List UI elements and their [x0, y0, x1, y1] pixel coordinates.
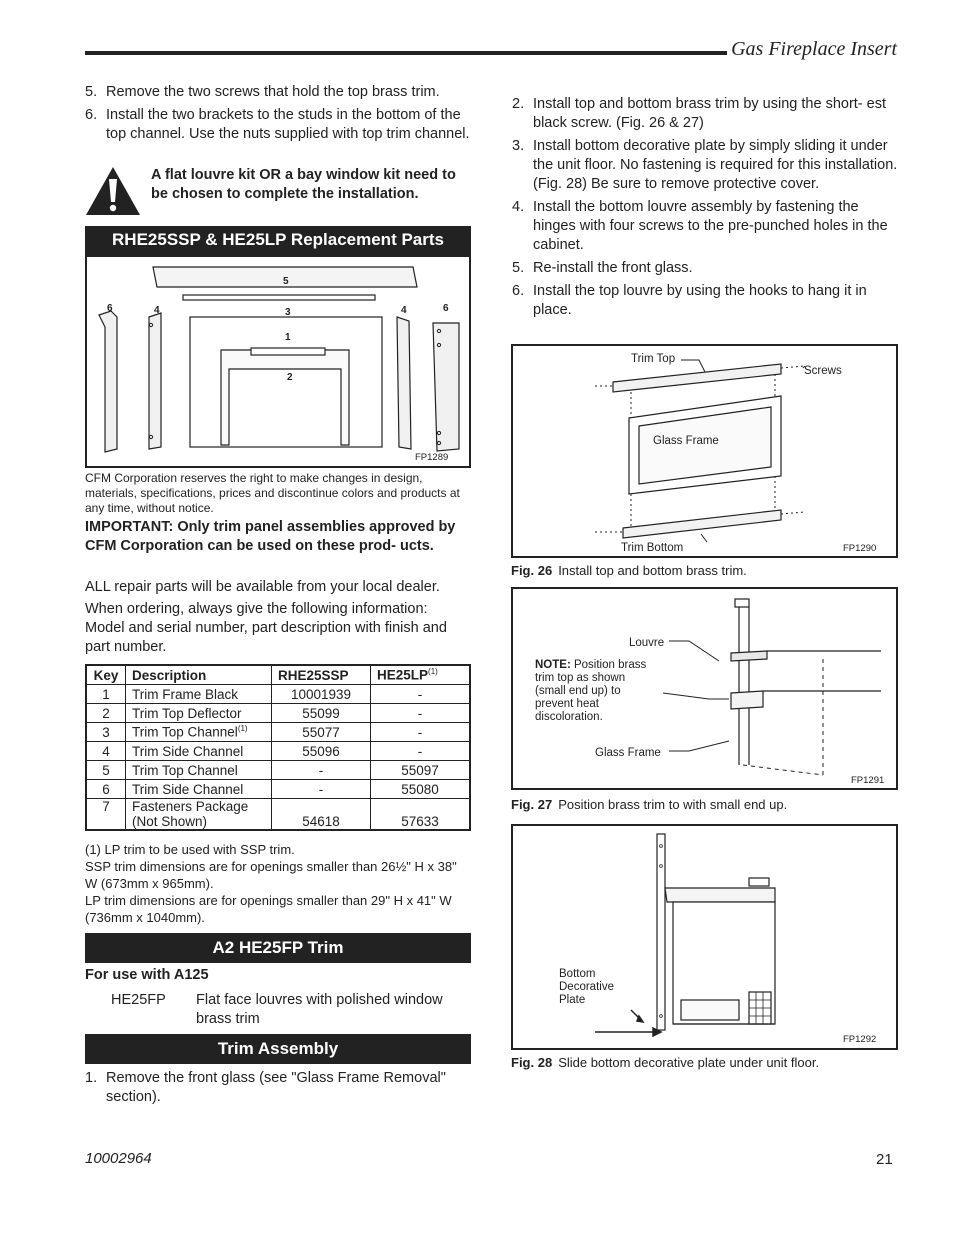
warning-block [85, 166, 471, 216]
step-5: 5. Remove the two screws that hold the top brass trim. [85, 84, 440, 100]
label-4-right: 4 [401, 305, 407, 316]
a2-heading: A2 HE25FP Trim [85, 933, 471, 963]
figure-27 [511, 587, 898, 790]
fig26-label-glass-frame: Glass Frame [653, 435, 719, 447]
fig26-diagram [513, 346, 896, 556]
fig27-code: FP1291 [851, 775, 885, 786]
col-description: Description [126, 665, 272, 685]
col-he25lp: HE25LP$^{(1)}$ [371, 665, 471, 685]
trim-step-list [85, 1069, 471, 1111]
step-2: 2. Install top and bottom brass trim by using the short- est black screw. (Fig. 26 & 27) [512, 96, 886, 131]
fig28-caption: Fig. 28 Slide bottom decorative plate under unit floor. [511, 1055, 820, 1070]
table-row: 4 Trim Side Channel 55096 - [86, 742, 470, 761]
fig26-label-trim-bottom: Trim Bottom [621, 542, 684, 554]
document-number: 10002964 [85, 1150, 152, 1167]
step-1: 1. Remove the front glass (see "Glass Frame Removal" section). [85, 1070, 446, 1105]
table-row: 5 Trim Top Channel - 55097 [86, 761, 470, 780]
header-rule [85, 51, 727, 55]
he25fp-description: Flat face louvres with polished window brass trim [196, 992, 443, 1027]
fig27-label-louvre: Louvre [629, 637, 665, 649]
fig27-note: NOTE: Position brass trim top as shown (small end up) to prevent heat discoloration. [535, 659, 647, 723]
table-row: 6 Trim Side Channel - 55080 [86, 780, 470, 799]
fig27-caption: Fig. 27 Position brass trim to with small end up. [511, 797, 788, 812]
fig28-label-plate: Bottom Decorative Plate [559, 968, 614, 1006]
fig28-diagram [513, 826, 896, 1048]
fig26-label-screws: Screws [804, 365, 842, 377]
table-row: 2 Trim Top Deflector 55099 - [86, 704, 470, 723]
trim-assembly-heading: Trim Assembly [85, 1034, 471, 1064]
fig28-code: FP1292 [843, 1034, 877, 1045]
warning-text: A flat louvre kit OR a bay window kit need to be chosen to complete the installation. [151, 167, 456, 202]
ordering-info-text: When ordering, always give the following information: Model and serial number, part description with finish and part number. [85, 601, 447, 655]
step-3: 3. Install bottom decorative plate by simply sliding it under the unit floor. No fastening is required for this installation. (Fig. 28) Be sure to remove protective cover. [512, 138, 898, 192]
disclaimer-text: CFM Corporation reserves the right to make changes in design, materials, specifications, prices and discontinue colors and products at any time, without notice. [85, 471, 460, 515]
label-6-left: 6 [107, 303, 113, 314]
table-notes: (1) LP trim to be used with SSP trim. SSP trim dimensions are for openings smaller than 26½" H x 38" W (673mm x 965mm). LP trim dimensions are for openings smaller than 29" H x 41" W (736mm x 1040mm). [85, 842, 457, 925]
step-4: 4. Install the bottom louvre assembly by fastening the hinges with four screws to the pre-punched holes in the cabinet. [512, 199, 888, 253]
label-4-left: 4 [154, 305, 160, 316]
figure-26 [511, 344, 898, 558]
fig26-label-trim-top: Trim Top [631, 353, 676, 365]
he25fp-code: HE25FP [111, 992, 166, 1008]
page-number: 21 [876, 1151, 893, 1168]
left-steps-top [85, 83, 471, 148]
col-rhe25ssp: RHE25SSP [272, 665, 371, 685]
fig26-code: FP1290 [843, 543, 877, 554]
label-3: 3 [285, 307, 291, 318]
parts-table-wrapper [85, 664, 471, 831]
step-6-right: 6. Install the top louvre by using the hooks to hang it in place. [512, 283, 867, 318]
figure-28 [511, 824, 898, 1050]
parts-exploded-diagram [87, 257, 469, 466]
fig27-label-glass-frame: Glass Frame [595, 747, 661, 759]
table-header-row [86, 665, 470, 685]
page-header-title: Gas Fireplace Insert [731, 38, 897, 60]
table-row: 3 Trim Top Channel$^{(1)}$ 55077 - [86, 723, 470, 742]
table-row: 1 Trim Frame Black 10001939 - [86, 685, 470, 704]
for-use-text: For use with A125 [85, 967, 209, 983]
step-5-right: 5. Re-install the front glass. [512, 260, 693, 276]
warning-icon [85, 166, 141, 216]
label-2: 2 [287, 372, 293, 383]
step-6: 6. Install the two brackets to the studs in the bottom of the top channel. Use the nuts supplied with top trim channel. [85, 107, 470, 142]
parts-heading: RHE25SSP & HE25LP Replacement Parts [85, 226, 471, 257]
repair-parts-text: ALL repair parts will be available from your local dealer. [85, 579, 440, 595]
col-key: Key [86, 665, 126, 685]
parts-table [85, 664, 471, 831]
important-notice: IMPORTANT: Only trim panel assemblies approved by CFM Corporation can be used on these prod- ucts. [85, 519, 456, 554]
figure-code-fp1289: FP1289 [415, 452, 449, 463]
right-steps [512, 95, 898, 324]
label-1: 1 [285, 332, 291, 343]
table-row: 7 Fasteners Package (Not Shown) 54618 57633 [86, 799, 470, 831]
label-5: 5 [283, 276, 289, 287]
parts-figure [85, 255, 471, 468]
fig26-caption: Fig. 26 Install top and bottom brass trim. [511, 563, 747, 578]
label-6-right: 6 [443, 303, 449, 314]
